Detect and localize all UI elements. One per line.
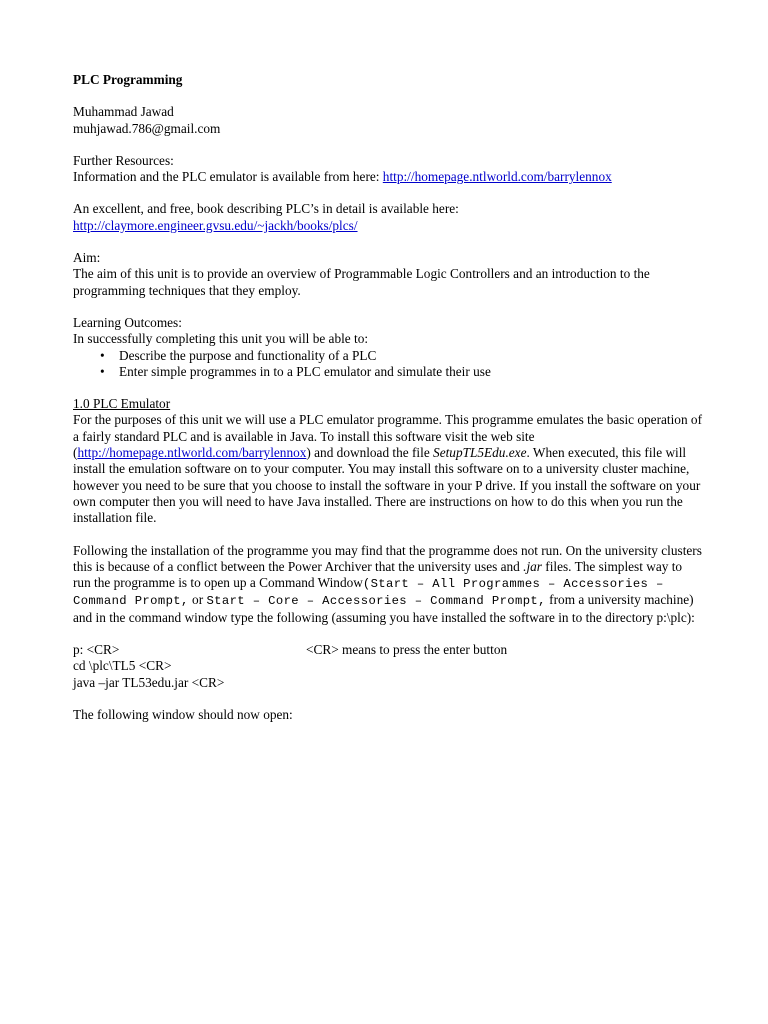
menu-path-1: (Start – All Programmes – Accessories – Command Prompt, xyxy=(73,577,664,609)
command-line-3: java –jar TL53edu.jar <CR> xyxy=(73,674,225,690)
para1-text-a: For the purposes of this unit we will use a PLC emulator programme. This programme emulates the basic operation of a fairly standard PLC and is available in Java. To install this software visit the web site ( xyxy=(73,412,703,461)
closing-text: The following window should now open: xyxy=(73,706,293,722)
document-title: PLC Programming xyxy=(73,72,183,87)
para2-text-b: files. The simplest way to run the programme is to open up a Command Window xyxy=(73,558,683,591)
para1-text-c: . When executed, this file will install the emulation software on to your computer. You may install this software on to a university cluster machine, however you need to be sure that you choose to install the software in your P drive. If you install the software on your own computer then you will need to have Java installed. There are instructions on how to do this when you run the installation file. xyxy=(73,445,701,526)
section-heading: 1.0 PLC Emulator xyxy=(73,396,171,412)
resources-heading: Further Resources: xyxy=(73,152,174,168)
author-name: Muhammad Jawad xyxy=(73,104,174,120)
command-line-2: cd \plc\TL5 <CR> xyxy=(73,658,172,674)
para1-text-b: ) and download the file xyxy=(306,445,434,461)
list-item: • Enter simple programmes in to a PLC emulator and simulate their use xyxy=(119,364,703,380)
para1-link[interactable]: http://homepage.ntlworld.com/barrylennox xyxy=(77,445,307,461)
author-email: muhjawad.786@gmail.com xyxy=(73,120,221,136)
para2-text-a: Following the installation of the programme you may find that the programme does not run. On the university clusters this is because of a conflict between the Power Archiver that the university uses and xyxy=(73,542,702,574)
resources-paragraph xyxy=(73,169,703,185)
paragraph-emulator xyxy=(73,412,703,526)
aim-heading: Aim: xyxy=(73,250,101,266)
para2-text-c: from a university machine) and in the command window type the following (assuming you have installed the software in to the directory p:\plc): xyxy=(73,592,695,625)
book-link[interactable]: http://claymore.engineer.gvsu.edu/~jackh/books/plcs/ xyxy=(73,217,358,233)
command-text: p: <CR> xyxy=(73,642,120,658)
command-line-1 xyxy=(73,642,703,658)
resources-link[interactable]: http://homepage.ntlworld.com/barrylennox xyxy=(382,169,612,185)
book-paragraph xyxy=(73,218,703,234)
document-body xyxy=(73,72,703,723)
setup-filename: SetupTL5Edu.exe xyxy=(433,445,527,461)
menu-path-2: Start – Core – Accessories – Command Prompt, xyxy=(206,594,546,609)
jar-extension: .jar xyxy=(523,558,542,574)
resources-text: Information and the PLC emulator is available from here: xyxy=(73,169,383,185)
paragraph-installation xyxy=(73,543,703,626)
para2-or: or xyxy=(188,592,207,608)
aim-text: The aim of this unit is to provide an overview of Programmable Logic Controllers and an introduction to the programming techniques that they employ. xyxy=(73,266,650,298)
outcomes-heading: Learning Outcomes: xyxy=(73,314,182,330)
outcomes-list xyxy=(73,348,703,381)
command-note: <CR> means to press the enter button xyxy=(306,642,508,658)
outcomes-intro: In successfully completing this unit you will be able to: xyxy=(73,331,369,347)
list-item: • Describe the purpose and functionality of a PLC xyxy=(119,348,703,364)
book-text: An excellent, and free, book describing PLC’s in detail is available here: xyxy=(73,201,459,217)
